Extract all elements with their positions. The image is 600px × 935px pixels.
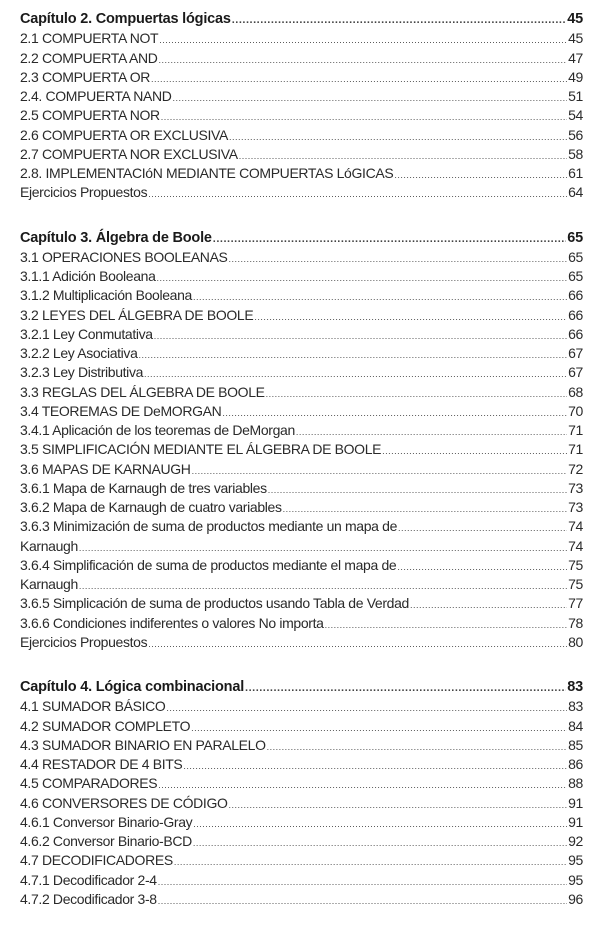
toc-entry (20, 813, 583, 832)
entry-title: 4.7.1 Decodificador 2-4 (20, 871, 157, 888)
entry-title: 3.2.3 Ley Distributiva (20, 364, 144, 381)
dot-leader (267, 738, 567, 757)
dot-leader (213, 230, 566, 249)
toc-entry (20, 306, 583, 325)
toc-entry (20, 106, 583, 125)
dot-leader (382, 442, 567, 461)
page-number: 96 (568, 890, 583, 907)
entry-title: 3.6.1 Mapa de Karnaugh de tres variables (20, 479, 267, 496)
entry-title: Karnaugh (20, 537, 78, 554)
page-number: 72 (568, 460, 583, 477)
entry-title: 3.1.1 Adición Booleana (20, 268, 156, 284)
dot-leader (193, 815, 567, 834)
toc-entry (20, 183, 583, 202)
page-number: 68 (568, 383, 583, 400)
dot-leader (148, 635, 567, 654)
entry-title: Ejercicios Propuestos (20, 633, 148, 650)
dot-leader (148, 185, 567, 204)
toc-entry (20, 325, 583, 344)
page-number: 71 (568, 441, 583, 458)
dot-leader (158, 873, 567, 892)
page-number: 58 (568, 145, 583, 162)
toc-entry (20, 145, 583, 164)
page-number: 54 (568, 107, 583, 124)
dot-leader (158, 51, 567, 70)
entry-title: Capítulo 3. Álgebra de Boole (20, 229, 212, 246)
entry-title: 4.1 SUMADOR BÁSICO (20, 698, 166, 715)
page-number: 65 (567, 229, 583, 246)
toc-entry (20, 248, 583, 267)
page-number: 65 (568, 268, 583, 284)
toc-entry (20, 402, 583, 421)
table-of-contents (20, 10, 583, 935)
entry-title: 2.2 COMPUERTA AND (20, 49, 158, 66)
toc-entry (20, 479, 583, 498)
entry-title: 3.2.2 Ley Asociativa (20, 345, 138, 361)
dot-leader (139, 346, 568, 365)
toc-entry (20, 286, 583, 305)
entry-title: 3.1 OPERACIONES BOOLEANAS (20, 248, 228, 265)
dot-leader (229, 128, 567, 147)
entry-title: 2.5 COMPUERTA NOR (20, 107, 160, 124)
dot-leader (398, 519, 567, 538)
toc-entry (20, 633, 583, 652)
page-number: 66 (568, 325, 583, 342)
toc-chapter-section (20, 678, 583, 909)
dot-leader (157, 269, 568, 288)
toc-entry (20, 126, 583, 145)
toc-entry (20, 460, 583, 479)
dot-leader (394, 166, 567, 185)
page-number: 51 (568, 88, 583, 104)
page-number: 83 (568, 698, 583, 715)
page-number: 77 (568, 595, 583, 612)
page-number: 56 (568, 126, 583, 143)
dot-leader (245, 679, 566, 698)
entry-title: 3.5 SIMPLIFICACIÓN MEDIANTE EL ÁLGEBRA DE BOOLE (20, 441, 382, 458)
page-number: 84 (568, 717, 583, 734)
toc-entry (20, 68, 583, 87)
entry-title: 3.3 REGLAS DEL ÁLGEBRA DE BOOLE (20, 383, 265, 400)
toc-entry (20, 440, 583, 459)
page-number: 83 (567, 679, 583, 695)
page-number: 88 (568, 775, 583, 792)
page-number: 74 (568, 537, 583, 554)
page-number: 66 (568, 287, 583, 304)
entry-title: Karnaugh (20, 576, 78, 592)
toc-entry (20, 383, 583, 402)
page-number: 95 (568, 871, 583, 888)
entry-title: 3.6.2 Mapa de Karnaugh de cuatro variables (20, 499, 282, 515)
dot-leader (232, 11, 567, 30)
entry-title: 3.6.4 Simplificación de suma de productos mediante el mapa de (20, 556, 397, 573)
entry-title: Capítulo 2. Compuertas lógicas (20, 11, 231, 27)
toc-entry (20, 890, 583, 909)
entry-title: 4.7.2 Decodificador 3-8 (20, 890, 157, 907)
page-number: 66 (568, 306, 583, 323)
entry-title: 3.6.5 Simplicación de suma de productos usando Tabla de Verdad (20, 595, 409, 612)
entry-title: 4.6.2 Conversor Binario-BCD (20, 833, 192, 849)
entry-title: 2.3 COMPUERTA OR (20, 68, 151, 85)
toc-entry (20, 717, 583, 736)
entry-title: 2.8. IMPLEMENTACIóN MEDIANTE COMPUERTAS LóGICAS (20, 165, 394, 181)
entry-title: 3.4 TEOREMAS DE DeMORGAN (20, 402, 222, 419)
dot-leader (174, 853, 567, 872)
dot-leader (410, 596, 567, 615)
toc-entry (20, 363, 583, 382)
toc-chapter-section (20, 10, 583, 203)
toc-entry (20, 575, 583, 594)
entry-title: 2.6 COMPUERTA OR EXCLUSIVA (20, 126, 228, 143)
dot-leader (166, 699, 567, 718)
toc-entry (20, 421, 583, 440)
dot-leader (183, 757, 567, 776)
dot-leader (268, 481, 567, 500)
page-number: 73 (568, 499, 583, 515)
dot-leader (159, 31, 567, 50)
toc-entry (20, 755, 583, 774)
dot-leader (397, 558, 567, 577)
toc-entry (20, 344, 583, 363)
page-number: 74 (568, 518, 583, 535)
page-number: 75 (568, 576, 583, 592)
toc-entry (20, 267, 583, 286)
page-number: 78 (568, 614, 583, 631)
dot-leader (173, 89, 568, 108)
entry-title: 4.2 SUMADOR COMPLETO (20, 717, 191, 734)
entry-title: 3.4.1 Aplicación de los teoremas de DeMorgan (20, 422, 295, 438)
toc-entry (20, 736, 583, 755)
entry-title: 4.4 RESTADOR DE 4 BITS (20, 756, 183, 772)
page-number: 91 (568, 813, 583, 830)
dot-leader (154, 327, 567, 346)
entry-title: 3.6.3 Minimización de suma de productos mediante un mapa de (20, 518, 398, 535)
dot-leader (158, 892, 567, 911)
page-number: 45 (568, 30, 583, 47)
page-number: 91 (568, 794, 583, 811)
toc-chapter-section (20, 229, 583, 653)
entry-title: 2.1 COMPUERTA NOT (20, 30, 159, 47)
entry-title: 3.2 LEYES DEL ÁLGEBRA DE BOOLE (20, 306, 254, 323)
toc-entry (20, 49, 583, 68)
entry-title: 4.5 COMPARADORES (20, 775, 158, 792)
page-number: 95 (568, 852, 583, 869)
toc-entry (20, 517, 583, 536)
toc-entry (20, 614, 583, 633)
entry-title: 3.6 MAPAS DE KARNAUGH (20, 460, 191, 477)
entry-title: 4.6.1 Conversor Binario-Gray (20, 813, 193, 830)
dot-leader (325, 616, 568, 635)
dot-leader (193, 834, 567, 853)
page-number: 73 (568, 479, 583, 496)
page-number: 61 (568, 165, 583, 181)
toc-entry (20, 164, 583, 183)
page-number: 86 (568, 756, 583, 772)
toc-entry (20, 556, 583, 575)
toc-entry (20, 851, 583, 870)
page-number: 49 (568, 68, 583, 85)
page-number: 71 (568, 422, 583, 438)
dot-leader (266, 385, 567, 404)
page-number: 45 (567, 11, 583, 27)
entry-title: 2.4. COMPUERTA NAND (20, 88, 172, 104)
page-number: 65 (568, 248, 583, 265)
toc-entry (20, 29, 583, 48)
entry-title: 3.1.2 Multiplicación Booleana (20, 287, 192, 304)
entry-title: 4.3 SUMADOR BINARIO EN PARALELO (20, 736, 266, 753)
chapter-heading (20, 678, 583, 697)
dot-leader (151, 70, 567, 89)
entry-title: Capítulo 4. Lógica combinacional (20, 679, 245, 695)
page-number: 67 (568, 364, 583, 381)
page-number: 67 (568, 345, 583, 361)
page-number: 80 (568, 633, 583, 650)
entry-title: 3.6.6 Condiciones indiferentes o valores No importa (20, 614, 324, 631)
dot-leader (229, 796, 568, 815)
entry-title: 4.7 DECODIFICADORES (20, 852, 173, 869)
entry-title: 3.2.1 Ley Conmutativa (20, 325, 153, 342)
chapter-heading (20, 10, 583, 29)
page-number: 92 (568, 833, 583, 849)
toc-entry (20, 794, 583, 813)
entry-title: 4.6 CONVERSORES DE CÓDIGO (20, 794, 228, 811)
page-number: 70 (568, 402, 583, 419)
toc-entry (20, 774, 583, 793)
toc-entry (20, 697, 583, 716)
page-number: 47 (568, 49, 583, 66)
chapter-heading (20, 229, 583, 248)
dot-leader (254, 308, 567, 327)
toc-entry (20, 537, 583, 556)
dot-leader (229, 250, 568, 269)
toc-entry (20, 498, 583, 517)
toc-entry (20, 832, 583, 851)
entry-title: Ejercicios Propuestos (20, 184, 148, 201)
page-number: 64 (568, 184, 583, 201)
toc-entry (20, 87, 583, 106)
page-number: 75 (568, 556, 583, 573)
page-number: 85 (568, 736, 583, 753)
toc-entry (20, 594, 583, 613)
entry-title: 2.7 COMPUERTA NOR EXCLUSIVA (20, 145, 238, 162)
toc-entry (20, 871, 583, 890)
